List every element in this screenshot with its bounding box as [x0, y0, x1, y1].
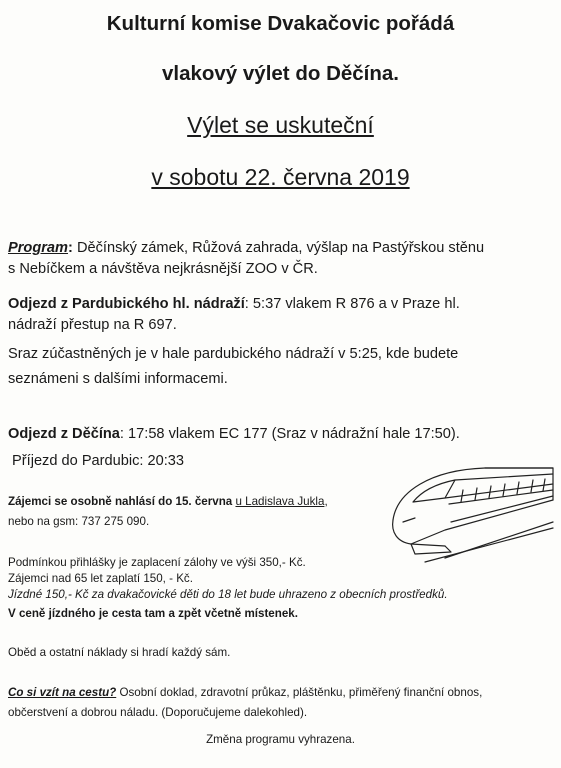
- program-label: Program: [8, 240, 69, 256]
- departure-pardubice-label: Odjezd z Pardubického hl. nádraží: [8, 296, 245, 312]
- heading-date: v sobotu 22. června 2019: [151, 164, 410, 190]
- condition-deposit: Podmínkou přihlášky je zaplacení zálohy ve výši 350,- Kč.: [8, 556, 306, 569]
- lunch-note: Oběd a ostatní náklady si hradí každý sám.: [8, 646, 231, 659]
- program-colon: :: [68, 240, 73, 256]
- meeting-line-1: Sraz zúčastněných je v hale pardubického nádraží v 5:25, kde budete: [8, 346, 459, 362]
- departure-pardubice-text-2: nádraží přestup na R 697.: [8, 317, 177, 333]
- signup-line-1: [8, 494, 378, 510]
- condition-children: Jízdné 150,- Kč za dvakačovické děti do 18 let bude uhrazeno z obecních prostředků.: [8, 588, 448, 601]
- footer-note: Změna programu vyhrazena.: [206, 733, 355, 746]
- meeting-line-2: seznámeni s dalšími informacemi.: [8, 371, 228, 387]
- condition-seniors: Zájemci nad 65 let zaplatí 150, - Kč.: [8, 572, 193, 585]
- bring-section: [8, 685, 553, 721]
- organizer-name: u Ladislava Jukla: [235, 495, 325, 508]
- bring-text-1: Osobní doklad, zdravotní průkaz, pláštěnku, přiměřený finanční obnos,: [116, 686, 483, 699]
- heading-line-2: vlakový výlet do Děčína.: [161, 62, 399, 85]
- program-text-2: s Nebíčkem a návštěva nejkrásnější ZOO v ČR.: [8, 261, 318, 277]
- departure-pardubice-section: [8, 294, 553, 390]
- signup-comma: ,: [324, 495, 328, 508]
- program-section: [8, 238, 553, 280]
- departure-decin-label: Odjezd z Děčína: [8, 426, 120, 442]
- departure-pardubice-line-1: [8, 294, 553, 315]
- bring-line-1: [8, 685, 553, 701]
- heading-line-1: Kulturní komise Dvakačovic pořádá: [106, 12, 455, 35]
- program-line-1: [8, 238, 553, 259]
- arrival-line: Příjezd do Pardubic: 20:33: [8, 453, 185, 469]
- conditions-section: [8, 555, 553, 622]
- departure-decin-line: [8, 424, 553, 445]
- phone-line: nebo na gsm: 737 275 090.: [8, 515, 150, 528]
- bring-text-2: občerstvení a dobrou náladu. (Doporučujeme dalekohled).: [8, 706, 308, 719]
- bring-label: Co si vzít na cestu?: [8, 686, 117, 699]
- departure-decin-text: : 17:58 vlakem EC 177 (Sraz v nádražní hale 17:50).: [119, 426, 460, 442]
- heading-line-3: Výlet se uskuteční: [187, 112, 374, 138]
- signup-deadline: Zájemci se osobně nahlásí do 15. června: [8, 495, 233, 508]
- condition-reservation: V ceně jízdného je cesta tam a zpět včetně místenek.: [8, 607, 298, 620]
- departure-pardubice-text-1: : 5:37 vlakem R 876 a v Praze hl.: [244, 296, 460, 312]
- signup-section: [8, 494, 378, 530]
- program-text-1: Děčínský zámek, Růžová zahrada, výšlap na Pastýřskou stěnu: [72, 240, 485, 256]
